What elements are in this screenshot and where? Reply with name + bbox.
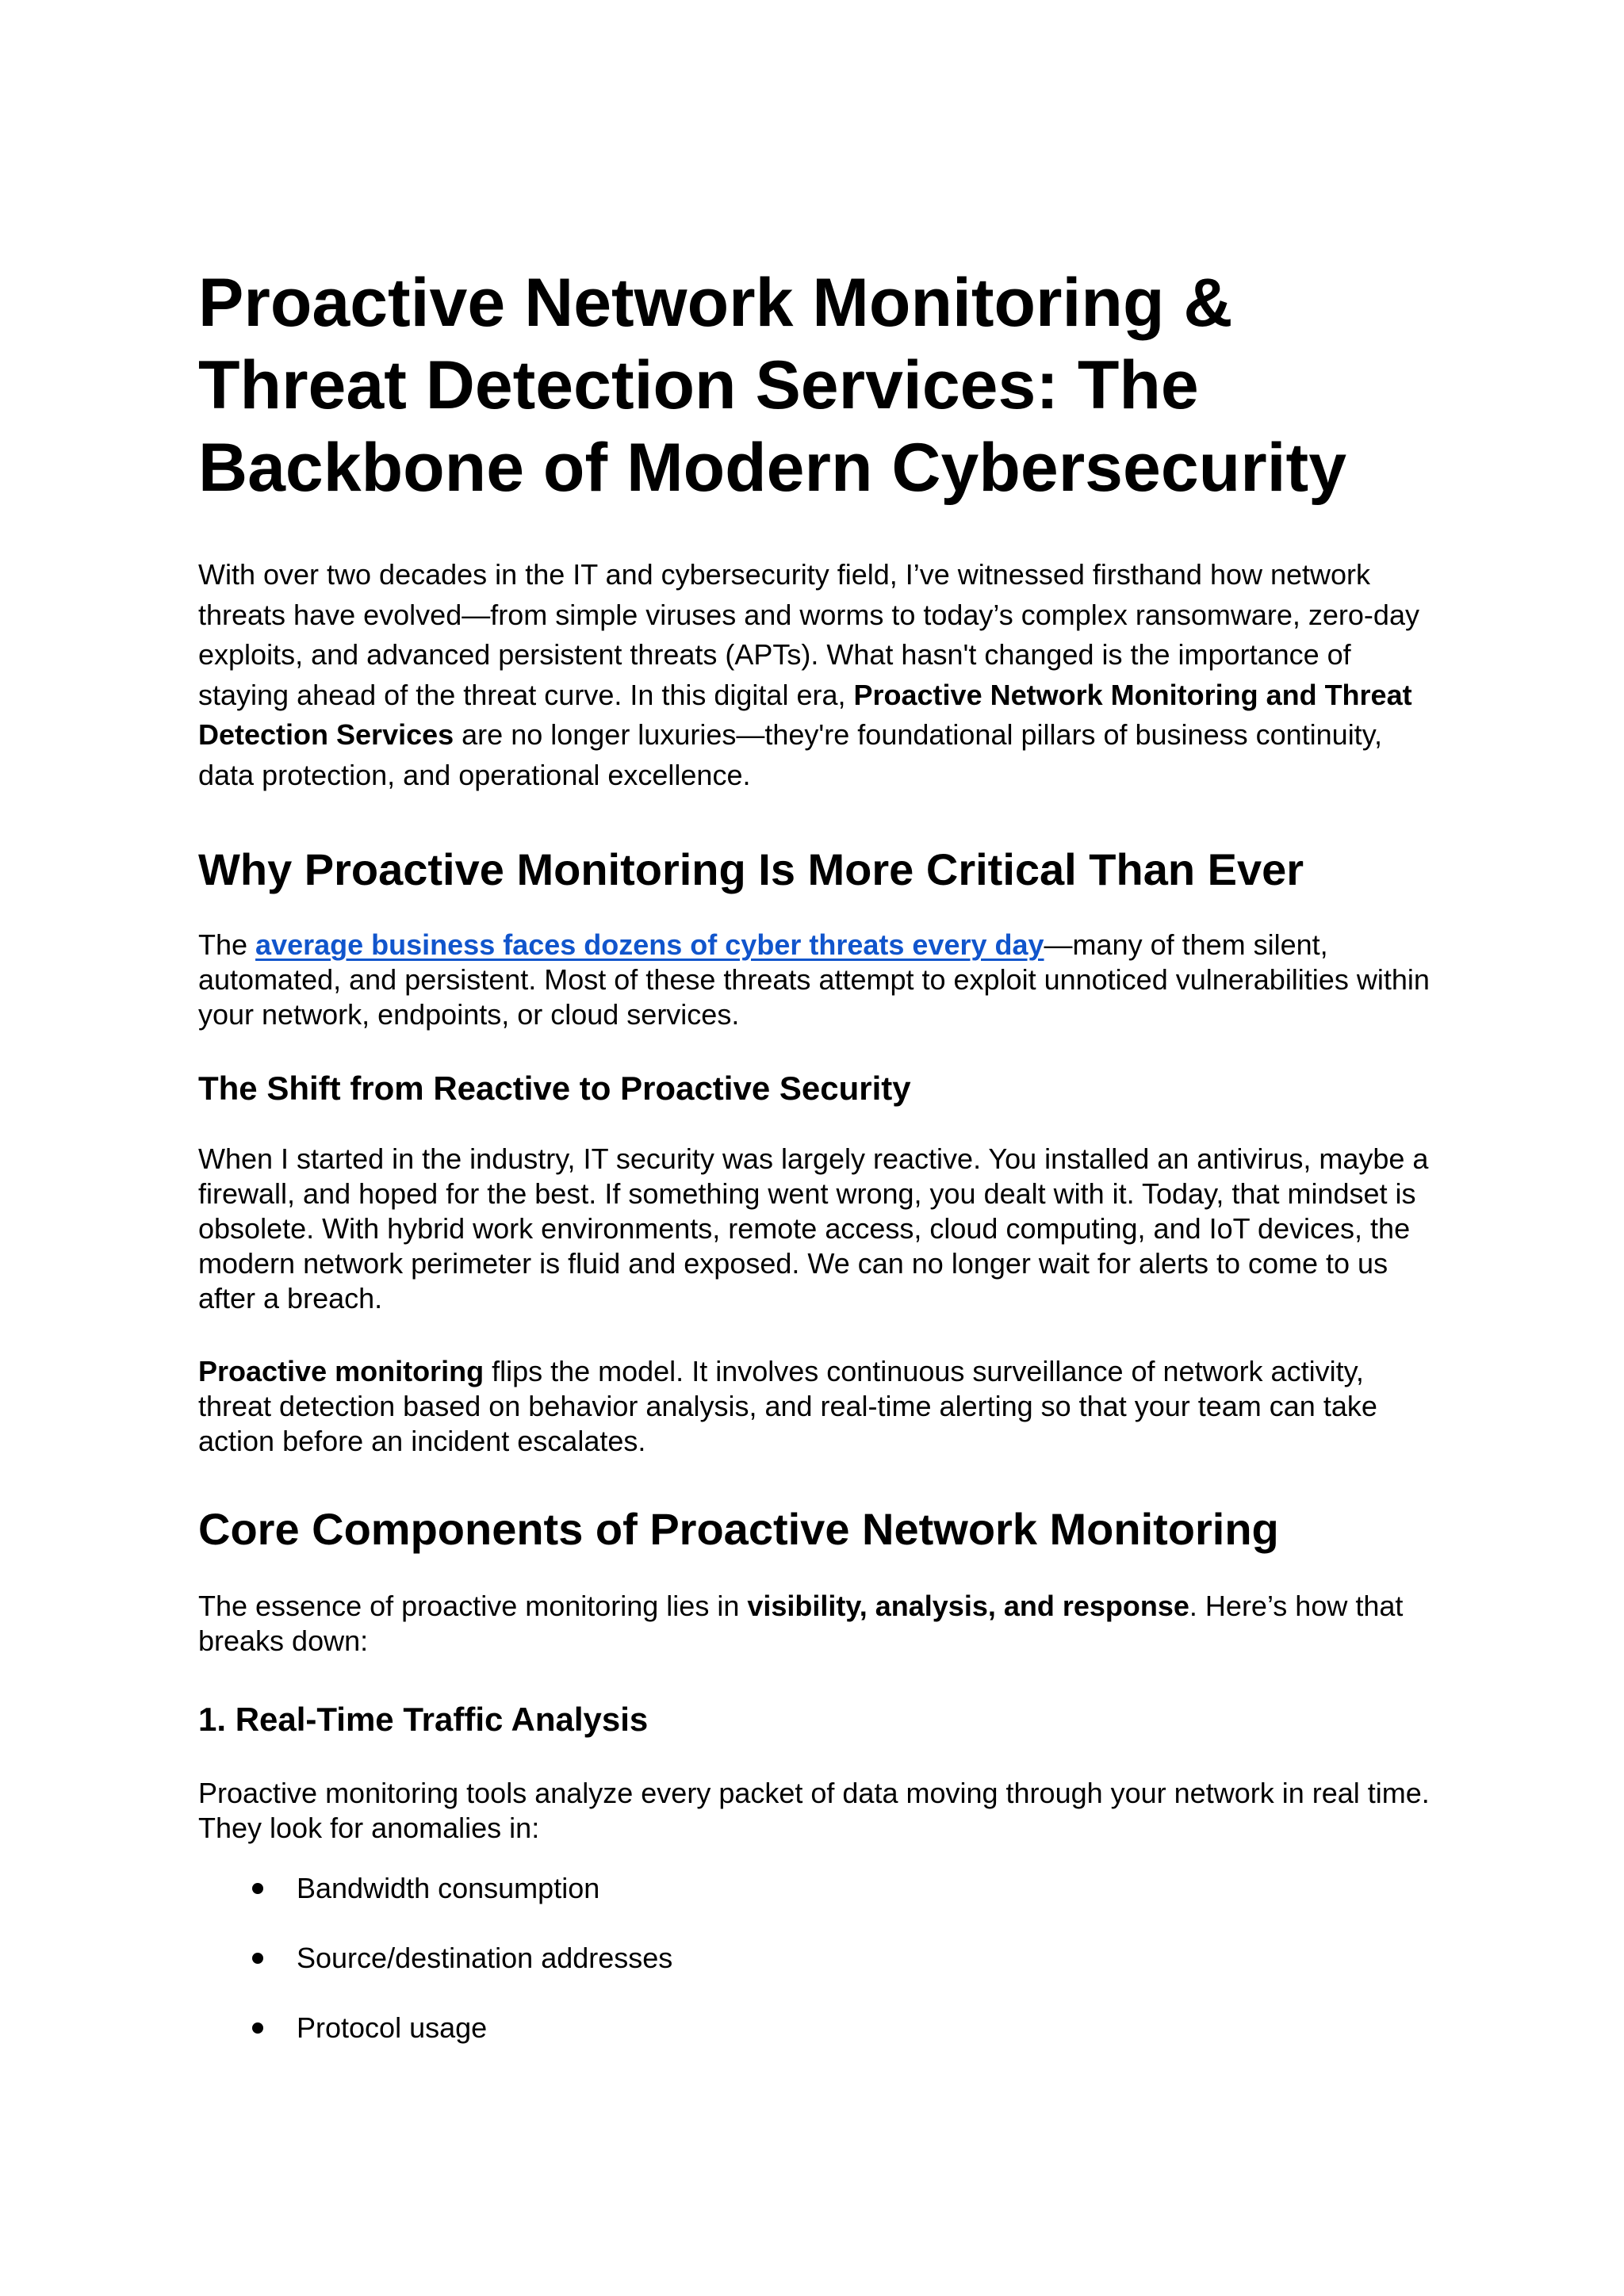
bullet-icon — [252, 1883, 263, 1894]
why-text-suffix: —many of them silent, automated, and persistent. Most of these threats attempt to exploit unnoticed vulnerabilities within your network, endpoints, or cloud services. — [198, 928, 1430, 1031]
list-item-label: Source/destination addresses — [297, 1942, 673, 1974]
list-item-label: Protocol usage — [297, 2011, 488, 2044]
intro-text-2: are no longer luxuries—they're foundational pillars of business continuity, data protection, and operational excellence. — [198, 718, 1383, 791]
document-title: Proactive Network Monitoring & Threat Detection Services: The Backbone of Modern Cybersecurity — [198, 265, 1347, 506]
shift-paragraph-1: When I started in the industry, IT security was largely reactive. You installed an antivirus, maybe a firewall, and hoped for the best. If something went wrong, you dealt with it. Today, that mindset is obsolete. With hybrid work environments, remote access, cloud computing, and IoT devices, the modern network perimeter is fluid and exposed. We can no longer wait for alerts to come to us after a breach. — [198, 1142, 1429, 1314]
why-paragraph — [198, 928, 1443, 1032]
core-text-suffix: . Here’s how that breaks down: — [198, 1590, 1404, 1657]
intro-bold-text: Proactive Network Monitoring and Threat Detection Services — [198, 678, 1412, 751]
why-text-prefix: The — [198, 928, 256, 961]
list-item-label: Bandwidth consumption — [297, 1872, 600, 1904]
list-item — [198, 1941, 1443, 2011]
shift-text: flips the model. It involves continuous surveillance of network activity, threat detection based on behavior analysis, and real-time alerting so that your team can take action before an incident escalates. — [198, 1355, 1377, 1457]
bullet-icon — [252, 1953, 263, 1964]
list-item — [198, 2011, 1443, 2080]
heading-shift: The Shift from Reactive to Proactive Security — [198, 1070, 911, 1107]
core-text-prefix: The essence of proactive monitoring lies in — [198, 1590, 748, 1622]
heading-why-proactive: Why Proactive Monitoring Is More Critical Than Ever — [198, 844, 1304, 894]
shift-paragraph-2 — [198, 1354, 1443, 1459]
core-bold-text: visibility, analysis, and response — [747, 1590, 1189, 1622]
traffic-paragraph: Proactive monitoring tools analyze every packet of data moving through your network in real time. They look for anomalies in: — [198, 1777, 1430, 1844]
shift-bold-text: Proactive monitoring — [198, 1355, 485, 1387]
intro-text-1: With over two decades in the IT and cybersecurity field, I’ve witnessed firsthand how network threats have evolved—from simple viruses and worms to today’s complex ransomware, zero-day exploits, and advanced persistent threats (APTs). What hasn't changed is the importance of staying ahead of the threat curve. In this digital era, — [198, 558, 1419, 711]
bullet-icon — [252, 2022, 263, 2034]
list-item — [198, 1871, 1443, 1941]
threats-link[interactable]: average business faces dozens of cyber threats every day — [255, 928, 1044, 961]
intro-paragraph — [198, 555, 1443, 795]
anomaly-bullet-list — [198, 1871, 1443, 2080]
heading-traffic-analysis: 1. Real-Time Traffic Analysis — [198, 1701, 649, 1738]
core-paragraph — [198, 1589, 1443, 1659]
heading-core-components: Core Components of Proactive Network Monitoring — [198, 1504, 1279, 1554]
